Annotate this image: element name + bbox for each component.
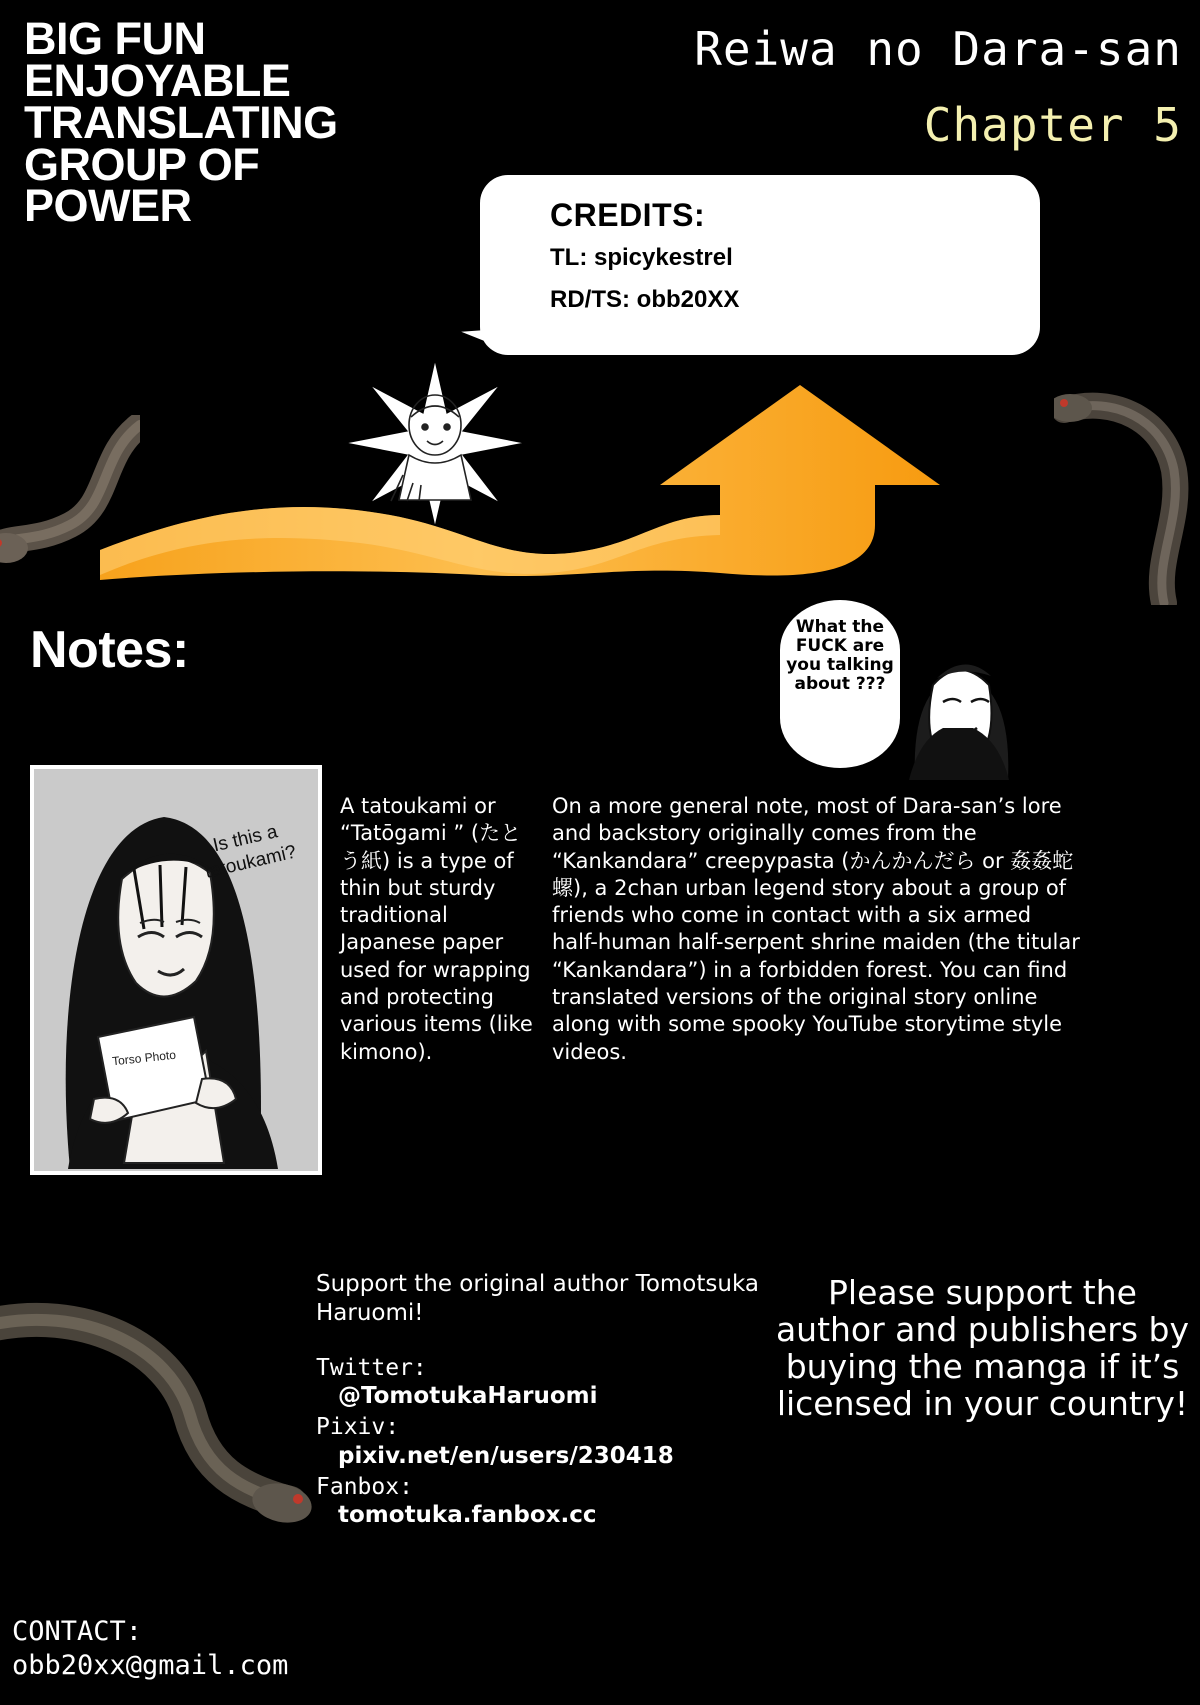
header <box>0 0 1200 360</box>
fanbox-url[interactable]: tomotuka.fanbox.cc <box>338 1502 597 1529</box>
group-name-line: ENJOYABLE <box>24 54 291 106</box>
note-text-tatoukami: A tatoukami or “Tatōgami ” (たとう紙) is a type of thin but sturdy traditional Japanese paper used for wrapping and protecting various items (like kimono). <box>340 794 533 1064</box>
support-author-block <box>316 1270 766 1532</box>
contact-label: CONTACT: <box>12 1616 143 1647</box>
support-link-row <box>316 1473 766 1531</box>
fanbox-label: Fanbox: <box>316 1473 413 1500</box>
notes-heading: Notes: <box>30 621 189 679</box>
orange-ribbon-arrow <box>100 375 980 585</box>
group-name-line: BIG FUN <box>24 13 206 64</box>
reaction-speech-bubble: What the FUCK are you talking about ??? <box>780 600 900 768</box>
pixiv-url[interactable]: pixiv.net/en/users/230418 <box>338 1442 674 1469</box>
panel-photo-label: Torso Photo <box>111 1047 177 1069</box>
credits-redraw-typeset: RD/TS: obb20XX <box>550 286 740 313</box>
note-text-kankandara: On a more general note, most of Dara-san’s lore and backstory originally comes from the “Kankandara” creepypasta (かんかんだら or 姦姦蛇螺), a 2chan urban legend story about a group of friends who come in contact with a six armed half-human half-serpent shrine maiden (the titular “Kankandara”) in a forbidden forest. You can find translated versions of the original story online along with some spooky YouTube storytime style videos. <box>552 794 1080 1064</box>
scanlation-group-name <box>24 13 484 232</box>
support-message: Please support the author and publishers by buying the manga if it’s licensed in your country! <box>775 1273 1190 1423</box>
manga-panel <box>30 765 322 1175</box>
pixiv-label: Pixiv: <box>316 1414 400 1440</box>
support-link-row <box>316 1413 766 1471</box>
snake-decoration-left <box>0 415 140 595</box>
contact-block <box>12 1615 312 1683</box>
chapter-label: Chapter 5 <box>923 98 1182 152</box>
support-link-row <box>316 1354 766 1412</box>
snake-decoration-bottom <box>0 1295 320 1555</box>
credits-translator: TL: spicykestrel <box>550 244 733 271</box>
speech-bubble-tail <box>461 328 513 355</box>
credits-speech-bubble <box>480 175 1040 355</box>
group-name-line: TRANSLATING <box>24 96 338 148</box>
support-author-title: Support the original author Tomotsuka Haruomi! <box>316 1271 759 1326</box>
twitter-handle[interactable]: @TomotukaHaruomi <box>338 1383 598 1410</box>
series-title: Reiwa no Dara-san <box>694 22 1182 76</box>
credits-heading: CREDITS: <box>550 197 706 233</box>
contact-email[interactable]: obb20xx@gmail.com <box>12 1649 289 1681</box>
twitter-label: Twitter: <box>316 1354 427 1381</box>
panel-handwritten-note: Is this a tatoukami? <box>202 821 299 883</box>
group-name-line: GROUP OF <box>24 138 260 190</box>
snake-decoration-right <box>1054 375 1200 605</box>
group-name-line: POWER <box>24 180 192 232</box>
reaction-character-illustration <box>895 630 1025 790</box>
